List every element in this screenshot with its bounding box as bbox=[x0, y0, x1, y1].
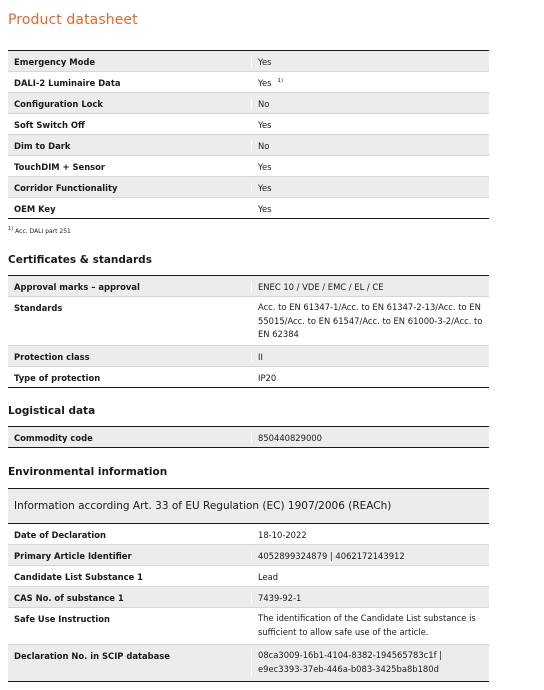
row-label: Protection class bbox=[14, 352, 90, 362]
row-value: Yes bbox=[251, 162, 489, 172]
footnote-marker: 1) bbox=[277, 78, 284, 85]
row-label: Soft Switch Off bbox=[14, 120, 85, 130]
row-value: Yes bbox=[251, 204, 489, 214]
environmental-heading: Environmental information bbox=[8, 466, 168, 478]
row-label: Configuration Lock bbox=[14, 99, 103, 109]
row-value: Yes bbox=[251, 57, 489, 67]
table-row bbox=[8, 296, 489, 345]
table-row bbox=[8, 427, 489, 447]
table-row bbox=[8, 607, 489, 644]
table-row bbox=[8, 197, 489, 218]
table-row bbox=[8, 51, 489, 71]
table-row bbox=[8, 366, 489, 387]
table-row bbox=[8, 345, 489, 366]
row-label: DALI-2 Luminaire Data bbox=[14, 78, 121, 88]
row-value: The identification of the Candidate List substance is sufficient to allow safe use of the article. bbox=[251, 612, 489, 639]
row-value: 7439-92-1 bbox=[251, 593, 489, 603]
table-row bbox=[8, 71, 489, 92]
row-value-text: Yes bbox=[258, 78, 272, 88]
row-label: Emergency Mode bbox=[14, 57, 95, 67]
row-value: Yes bbox=[251, 120, 489, 130]
row-label: Candidate List Substance 1 bbox=[14, 572, 143, 582]
row-value: 850440829000 bbox=[251, 433, 489, 443]
reach-title: Information according Art. 33 of EU Regulation (EC) 1907/2006 (REACh) bbox=[8, 488, 489, 524]
row-label: OEM Key bbox=[14, 204, 56, 214]
table-row bbox=[8, 524, 489, 544]
footnote bbox=[8, 226, 71, 235]
row-value: No bbox=[251, 99, 489, 109]
row-label: Safe Use Instruction bbox=[14, 614, 111, 624]
row-value bbox=[251, 78, 489, 88]
environmental-table bbox=[8, 523, 489, 682]
row-label: Approval marks – approval bbox=[14, 282, 140, 292]
row-value: Yes bbox=[251, 183, 489, 193]
row-value: 18-10-2022 bbox=[251, 530, 489, 540]
footnote-marker: 1) bbox=[8, 226, 14, 232]
row-label: Standards bbox=[14, 303, 63, 313]
row-label: Corridor Functionality bbox=[14, 183, 118, 193]
table-row bbox=[8, 113, 489, 134]
row-label: CAS No. of substance 1 bbox=[14, 593, 124, 603]
row-label: Type of protection bbox=[14, 373, 101, 383]
table-row bbox=[8, 276, 489, 296]
features-table bbox=[8, 50, 489, 219]
table-row bbox=[8, 92, 489, 113]
row-label: Primary Article Identifier bbox=[14, 551, 132, 561]
certificates-heading: Certificates & standards bbox=[8, 254, 152, 266]
logistical-table bbox=[8, 426, 489, 448]
footnote-text: Acc. DALI part 251 bbox=[15, 228, 71, 235]
row-label: Declaration No. in SCIP database bbox=[14, 651, 170, 661]
row-label: Dim to Dark bbox=[14, 141, 71, 151]
row-label: TouchDIM + Sensor bbox=[14, 162, 106, 172]
row-value: IP20 bbox=[251, 373, 489, 383]
table-row bbox=[8, 155, 489, 176]
row-value: 4052899324879 | 4062172143912 bbox=[251, 551, 489, 561]
certificates-table bbox=[8, 275, 489, 388]
table-row bbox=[8, 565, 489, 586]
table-row bbox=[8, 134, 489, 155]
row-value: ENEC 10 / VDE / EMC / EL / CE bbox=[251, 282, 489, 292]
row-value: No bbox=[251, 141, 489, 151]
row-value: II bbox=[251, 352, 489, 362]
table-row bbox=[8, 586, 489, 607]
row-value: Lead bbox=[251, 572, 489, 582]
page-title: Product datasheet bbox=[8, 12, 138, 28]
table-row bbox=[8, 544, 489, 565]
row-value: 08ca3009-16b1-4104-8382-194565783c1f | e9ec3393-37eb-446a-b083-3425ba8b180d bbox=[251, 649, 489, 676]
logistical-heading: Logistical data bbox=[8, 405, 96, 417]
row-label: Commodity code bbox=[14, 433, 93, 443]
table-row bbox=[8, 176, 489, 197]
table-row bbox=[8, 644, 489, 681]
row-label: Date of Declaration bbox=[14, 530, 107, 540]
row-value: Acc. to EN 61347-1/Acc. to EN 61347-2-13/Acc. to EN 55015/Acc. to EN 61547/Acc. to EN 61000-3-2/Acc. to EN 62384 bbox=[251, 301, 489, 342]
